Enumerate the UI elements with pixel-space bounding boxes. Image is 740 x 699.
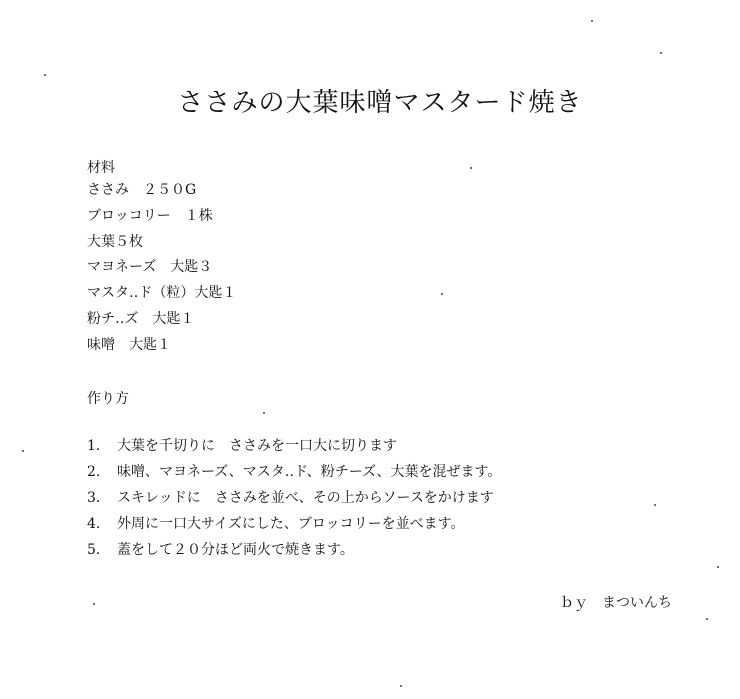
ingredients-heading: 材料 <box>87 160 115 176</box>
scan-speck <box>591 20 593 22</box>
step-text: 外周に一口大サイズにした、ブロッコリーを並べます。 <box>117 516 465 532</box>
scan-speck <box>717 566 719 568</box>
step-item <box>87 459 501 485</box>
scan-speck <box>22 450 24 452</box>
scan-speck <box>706 618 708 620</box>
page-title: ささみの大葉味噌マスタード焼き <box>177 88 583 118</box>
step-item <box>87 537 501 563</box>
scan-speck <box>654 504 656 506</box>
step-text: 蓋をして２０分ほど両火で焼きます。 <box>117 542 354 558</box>
ingredient-item: マスタ‥ド（粒）大匙１ <box>87 285 237 302</box>
scan-speck <box>400 685 402 687</box>
ingredient-list <box>87 178 236 359</box>
scan-speck <box>470 167 472 169</box>
ingredient-item: ささみ ２５０G <box>87 182 197 198</box>
scan-speck <box>44 74 46 76</box>
ingredient-item: 味噌 大匙１ <box>87 336 171 353</box>
scan-speck <box>263 412 265 414</box>
step-item <box>87 485 501 511</box>
ingredient-item: ブロッコリー １株 <box>87 207 213 224</box>
step-text: スキレッドに ささみを並べ、その上からソースをかけます <box>117 490 494 506</box>
step-number: 5. <box>87 542 101 558</box>
step-number: 2. <box>87 464 101 480</box>
scan-speck <box>441 293 443 295</box>
step-item <box>87 511 501 537</box>
scan-speck <box>93 603 95 605</box>
ingredient-item: 粉チ‥ズ 大匙１ <box>87 310 195 327</box>
step-number: 4. <box>87 516 101 532</box>
step-item <box>87 433 501 459</box>
step-number: 1. <box>87 438 101 454</box>
step-text: 味噌、マヨネーズ、マスタ‥ド、粉チーズ、大葉を混ぜます。 <box>117 464 502 480</box>
step-number: 3. <box>87 490 101 506</box>
step-list <box>87 433 501 563</box>
method-heading: 作り方 <box>87 391 129 407</box>
scan-speck <box>660 52 662 54</box>
ingredient-item: マヨネーズ 大匙３ <box>87 259 213 276</box>
ingredient-item: 大葉５枚 <box>87 233 143 250</box>
step-text: 大葉を千切りに ささみを一口大に切ります <box>117 438 397 454</box>
author-credit: ｂｙ まついんち <box>560 595 672 611</box>
